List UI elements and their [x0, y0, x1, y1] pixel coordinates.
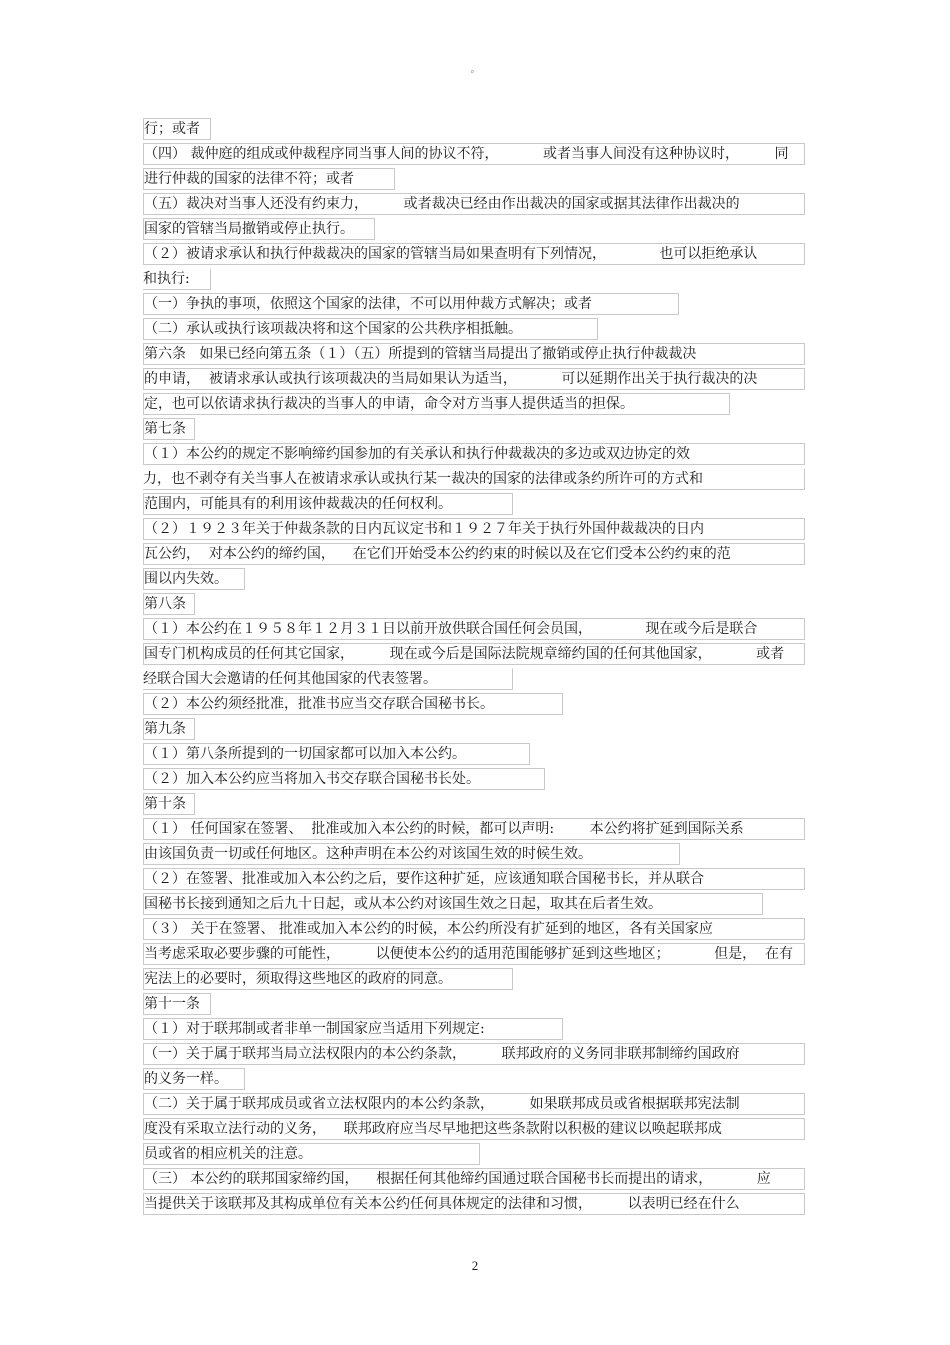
text-line: （三） 本公约的联邦国家缔约国， 根据任何其他缔约国通过联合国秘书长而提出的请求， 应 — [143, 1168, 805, 1190]
text-line: 范围内，可能具有的利用该仲裁裁决的任何权利。 — [143, 493, 513, 515]
text-line: （一）争执的事项，依照这个国家的法律，不可以用仲裁方式解决；或者 — [143, 293, 679, 315]
text-line: 第六条 如果已经向第五条（１）（五）所提到的管辖当局提出了撤销或停止执行仲裁裁决 — [143, 343, 805, 365]
text-line: 和执行: — [143, 268, 211, 290]
text-line: （１） 任何国家在签署、 批准或加入本公约的时候，都可以声明: 本公约将扩延到国际关系 — [143, 818, 805, 840]
text-line: （五）裁决对当事人还没有约束力， 或者裁决已经由作出裁决的国家或据其法律作出裁决的 — [143, 193, 805, 215]
text-line: （一）关于属于联邦当局立法权限内的本公约条款， 联邦政府的义务同非联邦制缔约国政府 — [143, 1043, 805, 1065]
text-line: 瓦公约， 对本公约的缔约国， 在它们开始受本公约约束的时候以及在它们受本公约约束的范 — [143, 543, 805, 565]
text-line: （２）１９２３年关于仲裁条款的日内瓦议定书和１９２７年关于执行外国仲裁裁决的日内 — [143, 518, 805, 540]
text-line: 定，也可以依请求执行裁决的当事人的申请，命令对方当事人提供适当的担保。 — [143, 393, 730, 415]
text-line: （１）第八条所提到的一切国家都可以加入本公约。 — [143, 743, 530, 765]
text-line: 围以内失效。 — [143, 568, 245, 590]
text-line: 第十一条 — [143, 993, 211, 1015]
text-line: （１）对于联邦制或者非单一制国家应当适用下列规定: — [143, 1018, 563, 1040]
text-line: 的义务一样。 — [143, 1068, 245, 1090]
header-mark: ° — [470, 70, 475, 80]
text-line: 当考虑采取必要步骤的可能性， 以便使本公约的适用范围能够扩延到这些地区； 但是， 在有 — [143, 943, 805, 965]
text-line: 行；或者 — [143, 118, 211, 140]
text-line: 度没有采取立法行动的义务， 联邦政府应当尽早地把这些条款附以积极的建议以唤起联邦成 — [143, 1118, 805, 1140]
text-line: 国专门机构成员的任何其它国家， 现在或今后是国际法院规章缔约国的任何其他国家， 或者 — [143, 643, 805, 665]
text-line: （二）承认或执行该项裁决将和这个国家的公共秩序相抵触。 — [143, 318, 598, 340]
text-line: 第九条 — [143, 718, 195, 740]
text-line: 当提供关于该联邦及其构成单位有关本公约任何具体规定的法律和习惯， 以表明已经在什么 — [143, 1193, 805, 1215]
text-line: （１）本公约在１９５８年１２月３１日以前开放供联合国任何会员国， 现在或今后是联合 — [143, 618, 805, 640]
text-line: 宪法上的必要时，须取得这些地区的政府的同意。 — [143, 968, 513, 990]
text-line: （２）本公约须经批准，批准书应当交存联合国秘书长。 — [143, 693, 563, 715]
text-line: 进行仲裁的国家的法律不符；或者 — [143, 168, 395, 190]
text-line: （３） 关于在签署、 批准或加入本公约的时候，本公约所没有扩延到的地区，各有关国家应 — [143, 918, 805, 940]
text-line: （四） 裁仲庭的组成或仲裁程序同当事人间的协议不符， 或者当事人间没有这种协议时， 同 — [143, 143, 805, 165]
text-line: 第七条 — [143, 418, 195, 440]
text-line: 第八条 — [143, 593, 195, 615]
text-line: 国秘书长接到通知之后九十日起，或从本公约对该国生效之日起，取其在后者生效。 — [143, 893, 763, 915]
text-line: （２）被请求承认和执行仲裁裁决的国家的管辖当局如果查明有下列情况， 也可以拒绝承认 — [143, 243, 805, 265]
text-line: （２）加入本公约应当将加入书交存联合国秘书长处。 — [143, 768, 545, 790]
page-number: 2 — [471, 1258, 479, 1273]
text-line: 国家的管辖当局撤销或停止执行。 — [143, 218, 375, 240]
text-line: 第十条 — [143, 793, 195, 815]
text-line: （２）在签署、批准或加入本公约之后，要作这种扩延，应该通知联合国秘书长，并从联合 — [143, 868, 805, 890]
text-line: 的申请， 被请求承认或执行该项裁决的当局如果认为适当， 可以延期作出关于执行裁决的决 — [143, 368, 805, 390]
text-line: （１）本公约的规定不影响缔约国参加的有关承认和执行仲裁裁决的多边或双边协定的效 — [143, 443, 805, 465]
text-line: 力，也不剥夺有关当事人在被请求承认或执行某一裁决的国家的法律或条约所许可的方式和 — [143, 468, 805, 490]
text-line: 由该国负责一切或任何地区。这种声明在本公约对该国生效的时候生效。 — [143, 843, 680, 865]
text-line: （二）关于属于联邦成员或省立法权限内的本公约条款， 如果联邦成员或省根据联邦宪法制 — [143, 1093, 805, 1115]
text-line: 员或省的相应机关的注意。 — [143, 1143, 480, 1165]
text-line: 经联合国大会邀请的任何其他国家的代表签署。 — [143, 668, 513, 690]
